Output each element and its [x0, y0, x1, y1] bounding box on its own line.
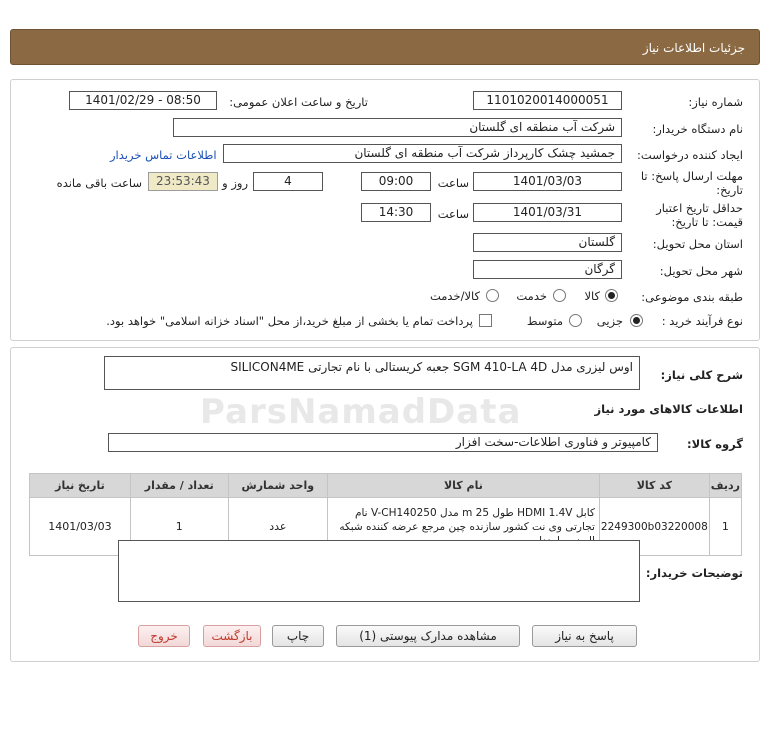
- reply-date-field: 1401/03/03: [473, 172, 622, 191]
- category-option-service: خدمت: [516, 289, 547, 303]
- category-option-goods-service: کالا/خدمت: [429, 289, 480, 303]
- category-radio-goods-service[interactable]: [486, 289, 499, 302]
- back-button[interactable]: بازگشت: [203, 625, 261, 647]
- panel-title-text: جزئیات اطلاعات نیاز: [642, 41, 745, 55]
- province-label: استان محل تحویل:: [652, 237, 743, 251]
- buyer-org-field: شرکت آب منطقه ای گلستان: [173, 118, 622, 137]
- category-label: طبقه بندی موضوعی:: [641, 290, 743, 304]
- process-radio-minor[interactable]: [630, 314, 643, 327]
- need-number-field: 1101020014000051: [473, 91, 622, 110]
- creator-field: جمشید چشک کارپرداز شرکت آب منطقه ای گلستان: [223, 144, 622, 163]
- province-field: گلستان: [473, 233, 622, 252]
- process-option-minor: جزیی: [596, 314, 623, 328]
- cell-code: 2249300b03220008: [599, 498, 709, 556]
- announce-datetime-field: 1401/02/29 - 08:50: [69, 91, 217, 110]
- reply-deadline-label: مهلت ارسال پاسخ: تا: [640, 169, 743, 183]
- col-unit: واحد شمارش: [228, 474, 327, 498]
- treasury-checkbox[interactable]: [479, 314, 492, 327]
- attachments-button[interactable]: مشاهده مدارک پیوستی (1): [336, 625, 520, 647]
- validity-label: حداقل تاریخ اعتبار: [656, 201, 743, 215]
- remaining-label: ساعت باقی مانده: [56, 176, 142, 190]
- contact-info-link[interactable]: اطلاعات تماس خریدار: [110, 148, 217, 162]
- validity-hour-field: 14:30: [361, 203, 431, 222]
- panel-title: [10, 29, 760, 65]
- goods-group-field: کامپیوتر و فناوری اطلاعات-سخت افزار: [108, 433, 658, 452]
- validity-label-2: قیمت: تا تاریخ:: [671, 215, 743, 229]
- cell-date: 1401/03/03: [30, 498, 131, 556]
- city-label: شهر محل تحویل:: [659, 264, 743, 278]
- process-option-medium: متوسط: [526, 314, 563, 328]
- reply-button[interactable]: پاسخ به نیاز: [532, 625, 637, 647]
- cell-unit: عدد: [228, 498, 327, 556]
- cell-name: کابل HDMI 1.4V طول 25 m مدل V-CH140250 نام تجارتی وی نت کشور سازنده چین مرجع عرضه کننده شبکه: [327, 498, 599, 556]
- day-and-label: روز و: [222, 176, 248, 190]
- treasury-note: پرداخت تمام یا بخشی از مبلغ خرید،از محل "اسناد خزانه اسلامی" خواهد بود.: [106, 314, 473, 328]
- cell-qty: 1: [130, 498, 228, 556]
- goods-group-label: گروه کالا:: [687, 437, 743, 451]
- buyer-org-label: نام دستگاه خریدار:: [652, 122, 743, 136]
- col-row: ردیف: [709, 474, 741, 498]
- need-number-label: شماره نیاز:: [688, 95, 743, 109]
- exit-button[interactable]: خروج: [138, 625, 190, 647]
- reply-hour-label: ساعت: [437, 176, 469, 190]
- process-radio-medium[interactable]: [569, 314, 582, 327]
- col-date: تاریخ نیاز: [30, 474, 131, 498]
- city-field: گرگان: [473, 260, 622, 279]
- reply-hour-field: 09:00: [361, 172, 431, 191]
- validity-date-field: 1401/03/31: [473, 203, 622, 222]
- cell-row: 1: [709, 498, 741, 556]
- general-desc-field: اوس لیزری مدل SGM 410-LA 4D جعبه کریستالی با نام تجارتی SILICON4ME: [104, 356, 640, 390]
- print-button[interactable]: چاپ: [272, 625, 324, 647]
- validity-hour-label: ساعت: [437, 207, 469, 221]
- col-code: کد کالا: [599, 474, 709, 498]
- announce-datetime-label: تاریخ و ساعت اعلان عمومی:: [229, 95, 368, 109]
- watermark: ParsNamadData: [200, 392, 522, 432]
- col-qty: تعداد / مقدار: [130, 474, 228, 498]
- category-option-goods: کالا: [584, 289, 600, 303]
- col-name: نام کالا: [327, 474, 599, 498]
- remaining-timer: 23:53:43: [148, 172, 218, 191]
- category-radio-goods[interactable]: [605, 289, 618, 302]
- goods-info-heading: اطلاعات کالاهای مورد نیاز: [594, 402, 743, 416]
- category-radio-service[interactable]: [553, 289, 566, 302]
- buyer-notes-field: [118, 540, 640, 602]
- creator-label: ایجاد کننده درخواست:: [637, 148, 743, 162]
- days-field: 4: [253, 172, 323, 191]
- general-desc-label: شرح کلی نیاز:: [660, 368, 743, 382]
- buyer-notes-label: توضیحات خریدار:: [645, 566, 743, 580]
- reply-deadline-label-2: تاریخ:: [716, 183, 743, 197]
- process-type-label: نوع فرآیند خرید :: [661, 314, 743, 328]
